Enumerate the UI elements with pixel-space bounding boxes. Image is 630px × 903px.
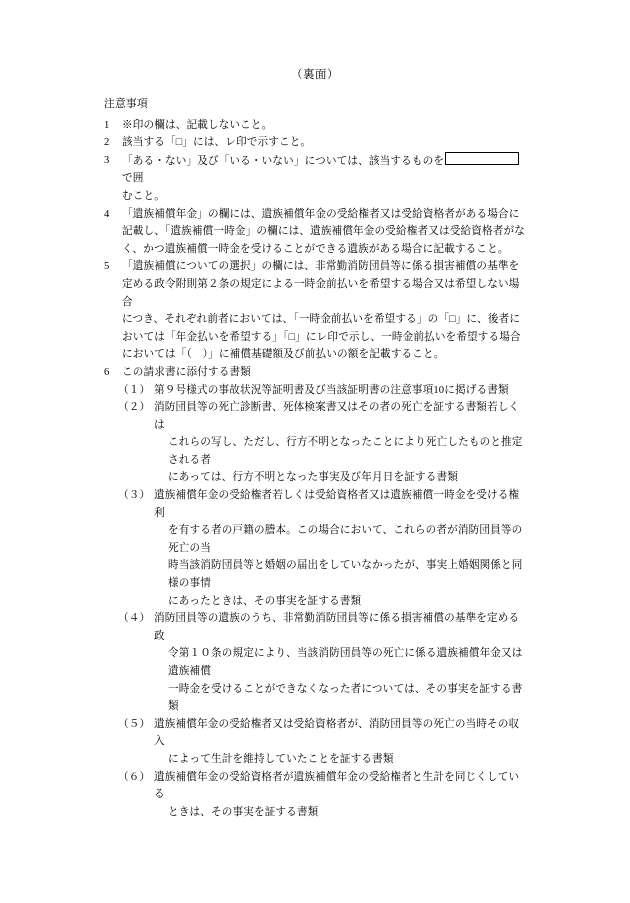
note-line-tail: で囲	[122, 173, 144, 185]
fill-in-box	[445, 152, 519, 165]
attachment-label: （２）	[118, 402, 151, 414]
attachment-item-3	[104, 487, 528, 610]
note-number: 2	[104, 137, 110, 149]
note-number: 6	[104, 366, 110, 378]
notice-body	[104, 96, 528, 821]
note-line: においては「（ ）」に補償基礎額及び前払いの額を記載すること。	[122, 349, 445, 361]
attachment-line: を有する者の戸籍の謄本。この場合において、これらの者が消防団員等の死亡の当	[168, 525, 523, 554]
attachment-item-6	[104, 769, 528, 822]
attachment-line: 時当該消防団員等と婚姻の届出をしていなかったが、事実上婚姻関係と同様の事情	[168, 560, 523, 590]
note-line: 「遺族補償年金」の欄には、遺族補償年金の受給権者又は受給資格者がある場合に	[122, 208, 520, 220]
attachment-item-1	[104, 382, 528, 400]
note-item-2	[104, 134, 528, 152]
note-item-3	[104, 152, 528, 206]
attachment-item-5	[104, 716, 528, 769]
attachment-line: によって生計を維持していたことを証する書類	[168, 753, 394, 765]
attachment-line: 遺族補償年金の受給権者又は受給資格者が、消防団員等の死亡の当時その収入	[154, 718, 520, 748]
attachment-line: ときは、その事実を証する書類	[168, 806, 319, 818]
page-title: 注意事項	[104, 98, 148, 110]
note-line: ※印の欄は、記載しないこと。	[122, 119, 273, 131]
note-line: 「ある・ない」及び「いる・いない」については、該当するものを	[122, 155, 445, 167]
attachment-line: にあっては、行方不明となった事実及び年月日を証する書類	[168, 472, 458, 484]
note-line: 定める政令附則第２条の規定による一時金前払いを希望する場合又は希望しない場合	[122, 278, 520, 308]
attachment-item-2	[104, 399, 528, 487]
note-line: おいては「年金払いを希望する」「□」にレ印で示し、一時金前払いを希望する場合	[122, 331, 521, 343]
attachment-line: 一時金を受けることができなくなった者については、その事実を証する書類	[168, 683, 523, 713]
attachment-item-4	[104, 610, 528, 716]
attachment-label: （６）	[118, 771, 151, 783]
note-number: 3	[104, 154, 110, 166]
note-item-6	[104, 364, 528, 382]
note-line: く、かつ遺族補償一時金を受けることができる遺族がある場合に記載すること。	[122, 243, 509, 255]
note-line: 記載し、「遺族補償一時金」の欄には、遺族補償年金の受給権者又は受給資格者がな	[122, 226, 525, 238]
attachment-label: （１）	[118, 384, 151, 396]
attachment-line: 第９号様式の事故状況等証明書及び当該証明書の注意事項10に掲げる書類	[154, 384, 509, 396]
attachment-line: これらの写し、ただし、行方不明となったことにより死亡したものと推定される者	[168, 437, 523, 466]
note-line: 「遺族補償についての選択」の欄には、非常勤消防団員等に係る損害補償の基準を	[122, 261, 520, 273]
note-item-4	[104, 206, 528, 259]
attachment-line: 消防団員等の死亡診断書、死体検案書又はその者の死亡を証する書類若しくは	[154, 402, 520, 431]
note-number: 4	[104, 208, 110, 220]
attachment-label: （３）	[118, 490, 151, 502]
attachment-label: （４）	[118, 613, 151, 625]
attachment-line: 消防団員等の遺族のうち、非常勤消防団員等に係る損害補償の基準を定める政	[154, 613, 520, 642]
note-item-5	[104, 258, 528, 364]
attachment-line: 遺族補償年金の受給資格者が遺族補償年金の受給権者と生計を同じくしている	[154, 771, 520, 801]
attachment-line: にあったときは、その事実を証する書類	[168, 595, 362, 607]
attachment-line: 遺族補償年金の受給権者若しくは受給資格者又は遺族補償一時金を受ける権利	[154, 490, 520, 519]
note-line: この請求書に添付する書類	[122, 366, 251, 378]
attachment-line: 令第１０条の規定により、当該消防団員等の死亡に係る遺族補償年金又は遺族補償	[168, 648, 523, 677]
note-number: 1	[104, 119, 110, 131]
note-item-1	[104, 117, 528, 135]
note-line: むこと。	[122, 190, 165, 202]
note-number: 5	[104, 261, 110, 273]
attachment-label: （５）	[118, 718, 151, 730]
note-line: 該当する「□」には、レ印で示すこと。	[122, 137, 312, 149]
reverse-side-label: （裏面）	[291, 69, 339, 81]
note-line: につき、それぞれ前者においては、「一時金前払いを希望する」の「□」に、後者に	[122, 314, 521, 326]
